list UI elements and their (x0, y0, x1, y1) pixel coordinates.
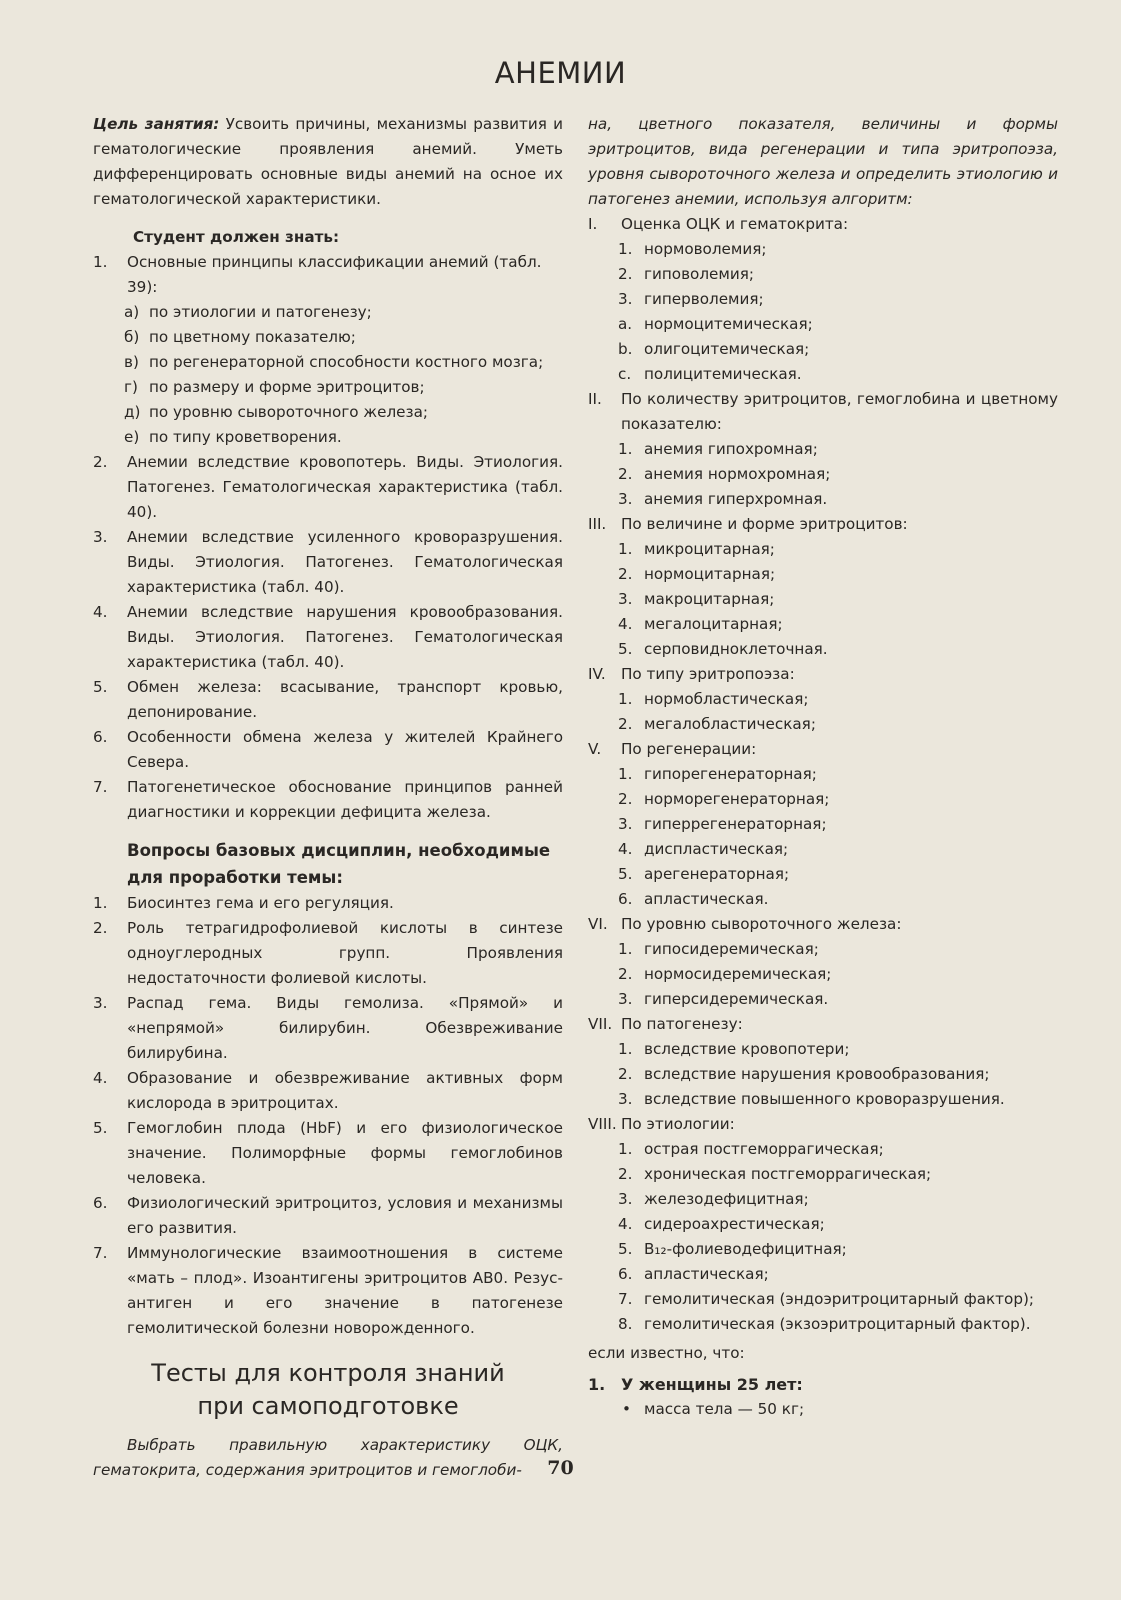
page-number: 70 (547, 1457, 574, 1479)
option-text: норморегенераторная; (644, 790, 830, 808)
option-text: арегенераторная; (644, 865, 790, 883)
option-number: 1. (618, 690, 633, 708)
algorithm-option (588, 337, 1058, 362)
option-text: вследствие повышенного кроворазрушения. (644, 1090, 1005, 1108)
bullet-text: масса тела — 50 кг; (644, 1400, 805, 1418)
option-text: серповидноклеточная. (644, 640, 828, 658)
algorithm-group-heading (588, 737, 1058, 762)
option-text: гиповолемия; (644, 265, 754, 283)
option-text: вследствие кровопотери; (644, 1040, 850, 1058)
option-number: 3. (618, 1190, 633, 1208)
algorithm-option (588, 437, 1058, 462)
goal-label: Цель занятия: (93, 115, 220, 133)
list-item (93, 525, 563, 600)
option-text: гиперволемия; (644, 290, 764, 308)
goal-paragraph (93, 112, 563, 212)
option-text: диспластическая; (644, 840, 789, 858)
option-text: анемия гипохромная; (644, 440, 818, 458)
algorithm-option (588, 612, 1058, 637)
option-number: b. (618, 340, 633, 358)
sub-item-text: по уровню сывороточного железа; (149, 403, 428, 421)
item-text: Обмен железа: всасывание, транспорт кровью, депонирование. (127, 678, 563, 721)
roman-numeral: III. (588, 515, 607, 533)
tests-heading-line-1: Тесты для контроля знаний (151, 1359, 505, 1387)
option-text: B₁₂-фолиеводефицитная; (644, 1240, 847, 1258)
option-number: 1. (618, 1040, 633, 1058)
roman-numeral: IV. (588, 665, 606, 683)
if-known-text: если известно, что: (588, 1344, 745, 1362)
goal-text: Усвоить причины, механизмы развития и гематологические проявления анемий. Уметь дифференцировать основные виды анемий на осное их гематологической характеристики. (93, 115, 563, 208)
algorithm-option (588, 1262, 1058, 1287)
bullet-item (588, 1397, 1058, 1422)
option-number: 3. (618, 1090, 633, 1108)
item-text: Физиологический эритроцитоз, условия и механизмы его развития. (127, 1194, 563, 1237)
list-item (93, 1116, 563, 1191)
option-text: анемия гиперхромная. (644, 490, 828, 508)
algorithm-option (588, 762, 1058, 787)
option-number: 7. (618, 1290, 633, 1308)
algorithm-option (588, 837, 1058, 862)
item-text: Особенности обмена железа у жителей Крайнего Севера. (127, 728, 563, 771)
algorithm-option (588, 487, 1058, 512)
item-number: 7. (93, 1244, 108, 1262)
list-item (93, 916, 563, 991)
option-text: олигоцитемическая; (644, 340, 810, 358)
algorithm-option (588, 687, 1058, 712)
option-number: 1. (618, 765, 633, 783)
option-number: 2. (618, 1065, 633, 1083)
option-text: нормобластическая; (644, 690, 809, 708)
algorithm-group-heading (588, 1112, 1058, 1137)
roman-numeral: VIII. (588, 1115, 617, 1133)
option-number: 6. (618, 1265, 633, 1283)
item-number: 1. (93, 253, 108, 271)
tests-heading-line-2: при самоподготовке (197, 1392, 459, 1420)
item-number: 5. (93, 678, 108, 696)
item-text: Патогенетическое обоснование принципов ранней диагностики и коррекции дефицита железа. (127, 778, 563, 821)
sub-item-text: по регенераторной способности костного мозга; (149, 353, 544, 371)
item-text: Биосинтез гема и его регуляция. (127, 894, 394, 912)
option-number: 2. (618, 965, 633, 983)
option-text: гипорегенераторная; (644, 765, 817, 783)
algorithm-option (588, 637, 1058, 662)
algorithm-option (588, 712, 1058, 737)
option-number: 4. (618, 1215, 633, 1233)
option-number: 2. (618, 1165, 633, 1183)
sub-item-letter: б) (124, 328, 140, 346)
algorithm-option (588, 787, 1058, 812)
option-number: 3. (618, 815, 633, 833)
list-item (93, 1066, 563, 1116)
option-text: острая постгеморрагическая; (644, 1140, 884, 1158)
item-text: Роль тетрагидрофолиевой кислоты в синтезе одноуглеродных групп. Проявления недостаточности фолиевой кислоты. (127, 919, 563, 987)
sub-item (93, 375, 563, 400)
item-text: Основные принципы классификации анемий (табл. 39): (127, 253, 542, 296)
item-number: 3. (93, 994, 108, 1012)
option-text: апластическая; (644, 1265, 769, 1283)
sub-item-letter: в) (124, 353, 139, 371)
algorithm-option (588, 987, 1058, 1012)
option-number: 2. (618, 565, 633, 583)
algorithm-option (588, 1162, 1058, 1187)
algorithm-group-heading (588, 212, 1058, 237)
item-text: Иммунологические взаимоотношения в системе «мать – плод». Изоантигены эритроцитов АВ0. Резус-антиген и его значение в патогенезе гемолитической болезни новорожденного. (127, 1244, 563, 1337)
item-number: 5. (93, 1119, 108, 1137)
algorithm-option (588, 1212, 1058, 1237)
algorithm-option (588, 287, 1058, 312)
item-text: Анемии вследствие усиленного кроворазрушения. Виды. Этиология. Патогенез. Гематологическая характеристика (табл. 40). (127, 528, 563, 596)
tests-heading (93, 1357, 563, 1423)
list-item (93, 725, 563, 775)
list-item (93, 991, 563, 1066)
sub-item (93, 425, 563, 450)
group-title: По патогенезу: (621, 1015, 743, 1033)
algorithm-option (588, 1187, 1058, 1212)
roman-numeral: VII. (588, 1015, 613, 1033)
option-number: 3. (618, 290, 633, 308)
item-number: 4. (93, 603, 108, 621)
option-number: 2. (618, 465, 633, 483)
item-number: 2. (93, 453, 108, 471)
option-text: нормосидеремическая; (644, 965, 832, 983)
algorithm-option (588, 1087, 1058, 1112)
option-number: 1. (618, 940, 633, 958)
case-title: У женщины 25 лет: (621, 1375, 803, 1394)
sub-item (93, 350, 563, 375)
task-instruction: Выбрать правильную характеристику ОЦК, гематокрита, содержания эритроцитов и гемоглоби- (93, 1436, 563, 1479)
option-number: 5. (618, 1240, 633, 1258)
group-title: По этиологии: (621, 1115, 735, 1133)
bullet-icon: • (622, 1400, 631, 1418)
student-heading: Студент должен знать: (133, 228, 340, 246)
option-number: 6. (618, 890, 633, 908)
list-item (93, 1241, 563, 1341)
option-text: мегалобластическая; (644, 715, 816, 733)
algorithm-option (588, 812, 1058, 837)
item-number: 2. (93, 919, 108, 937)
algorithm-option (588, 1037, 1058, 1062)
algorithm-option (588, 312, 1058, 337)
basic-disciplines-heading: Вопросы базовых дисциплин, необходимые для проработки темы: (127, 841, 551, 887)
algorithm-option (588, 562, 1058, 587)
algorithm-group-heading (588, 1012, 1058, 1037)
algorithm-option (588, 1062, 1058, 1087)
list-item (93, 775, 563, 825)
right-column (588, 112, 1058, 1422)
item-number: 6. (93, 1194, 108, 1212)
option-text: гиперсидеремическая. (644, 990, 829, 1008)
algorithm-option (588, 362, 1058, 387)
option-text: мегалоцитарная; (644, 615, 783, 633)
item-text: Образование и обезвреживание активных форм кислорода в эритроцитах. (127, 1069, 563, 1112)
option-number: 5. (618, 640, 633, 658)
option-text: микроцитарная; (644, 540, 775, 558)
algorithm-option (588, 462, 1058, 487)
option-number: c. (618, 365, 632, 383)
algorithm-option (588, 537, 1058, 562)
roman-numeral: I. (588, 215, 598, 233)
list-item (93, 250, 563, 300)
option-number: 2. (618, 790, 633, 808)
algorithm-option (588, 262, 1058, 287)
option-text: нормоцитарная; (644, 565, 776, 583)
option-number: 3. (618, 590, 633, 608)
sub-item-letter: д) (124, 403, 141, 421)
task-instruction-continued: на, цветного показателя, величины и формы эритроцитов, вида регенерации и типа эритропоэза, уровня сывороточного железа и определить этиологию и патогенез анемии, используя алгоритм: (588, 115, 1058, 208)
option-text: вследствие нарушения кровообразования; (644, 1065, 990, 1083)
sub-item-text: по размеру и форме эритроцитов; (149, 378, 425, 396)
algorithm-group-heading (588, 387, 1058, 437)
algorithm-list (588, 212, 1058, 1337)
item-number: 7. (93, 778, 108, 796)
algorithm-option (588, 862, 1058, 887)
item-number: 1. (93, 894, 108, 912)
algorithm-group-heading (588, 662, 1058, 687)
option-number: 8. (618, 1315, 633, 1333)
option-text: железодефицитная; (644, 1190, 809, 1208)
option-number: 2. (618, 715, 633, 733)
algorithm-option (588, 1287, 1058, 1312)
option-number: 1. (618, 540, 633, 558)
algorithm-option (588, 1237, 1058, 1262)
group-title: По количеству эритроцитов, гемоглобина и цветному показателю: (621, 390, 1058, 433)
option-number: 1. (618, 1140, 633, 1158)
sub-item-letter: е) (124, 428, 140, 446)
algorithm-option (588, 887, 1058, 912)
option-text: гипосидеремическая; (644, 940, 819, 958)
sub-item-text: по типу кроветворения. (149, 428, 342, 446)
option-number: 5. (618, 865, 633, 883)
group-title: По величине и форме эритроцитов: (621, 515, 908, 533)
option-text: полицитемическая. (644, 365, 802, 383)
group-title: По типу эритропоэза: (621, 665, 795, 683)
algorithm-group-heading (588, 512, 1058, 537)
option-text: гемолитическая (экзоэритроцитарный фактор). (644, 1315, 1031, 1333)
item-number: 6. (93, 728, 108, 746)
item-text: Гемоглобин плода (HbF) и его физиологическое значение. Полиморфные формы гемоглобинов человека. (127, 1119, 563, 1187)
item-number: 3. (93, 528, 108, 546)
sub-item-text: по этиологии и патогенезу; (149, 303, 372, 321)
algorithm-option (588, 1312, 1058, 1337)
sub-item-letter: а) (124, 303, 140, 321)
group-title: Оценка ОЦК и гематокрита: (621, 215, 849, 233)
item-text: Анемии вследствие кровопотерь. Виды. Этиология. Патогенез. Гематологическая характеристика (табл. 40). (127, 453, 563, 521)
option-number: 3. (618, 490, 633, 508)
group-title: По регенерации: (621, 740, 757, 758)
item-text: Анемии вследствие нарушения кровообразования. Виды. Этиология. Патогенез. Гематологическая характеристика (табл. 40). (127, 603, 563, 671)
option-number: 3. (618, 990, 633, 1008)
sub-item (93, 300, 563, 325)
list-item (93, 675, 563, 725)
algorithm-group-heading (588, 912, 1058, 937)
algorithm-option (588, 237, 1058, 262)
option-number: 1. (618, 440, 633, 458)
group-title: По уровню сывороточного железа: (621, 915, 902, 933)
list-item (93, 450, 563, 525)
option-text: гиперрегенераторная; (644, 815, 827, 833)
option-number: 4. (618, 615, 633, 633)
list-item (93, 600, 563, 675)
roman-numeral: II. (588, 390, 602, 408)
option-number: 2. (618, 265, 633, 283)
algorithm-option (588, 962, 1058, 987)
option-text: нормоволемия; (644, 240, 767, 258)
sub-item (93, 325, 563, 350)
algorithm-option (588, 937, 1058, 962)
case-heading (588, 1372, 1058, 1397)
roman-numeral: V. (588, 740, 602, 758)
list-item (93, 1191, 563, 1241)
sub-item-text: по цветному показателю; (149, 328, 356, 346)
option-text: нормоцитемическая; (644, 315, 813, 333)
option-text: хроническая постгеморрагическая; (644, 1165, 932, 1183)
option-number: 4. (618, 840, 633, 858)
algorithm-option (588, 1137, 1058, 1162)
option-number: 1. (618, 240, 633, 258)
page-title: АНЕМИИ (494, 56, 627, 90)
case-number: 1. (588, 1375, 606, 1394)
option-text: макроцитарная; (644, 590, 775, 608)
option-number: a. (618, 315, 633, 333)
option-text: анемия нормохромная; (644, 465, 831, 483)
option-text: апластическая. (644, 890, 769, 908)
item-number: 4. (93, 1069, 108, 1087)
list-item (93, 891, 563, 916)
option-text: сидероахрестическая; (644, 1215, 825, 1233)
left-column (93, 112, 563, 1483)
sub-item-letter: г) (124, 378, 138, 396)
sub-item (93, 400, 563, 425)
option-text: гемолитическая (эндоэритроцитарный фактор); (644, 1290, 1034, 1308)
item-text: Распад гема. Виды гемолиза. «Прямой» и «непрямой» билирубин. Обезвреживание билирубина. (127, 994, 563, 1062)
roman-numeral: VI. (588, 915, 608, 933)
algorithm-option (588, 587, 1058, 612)
